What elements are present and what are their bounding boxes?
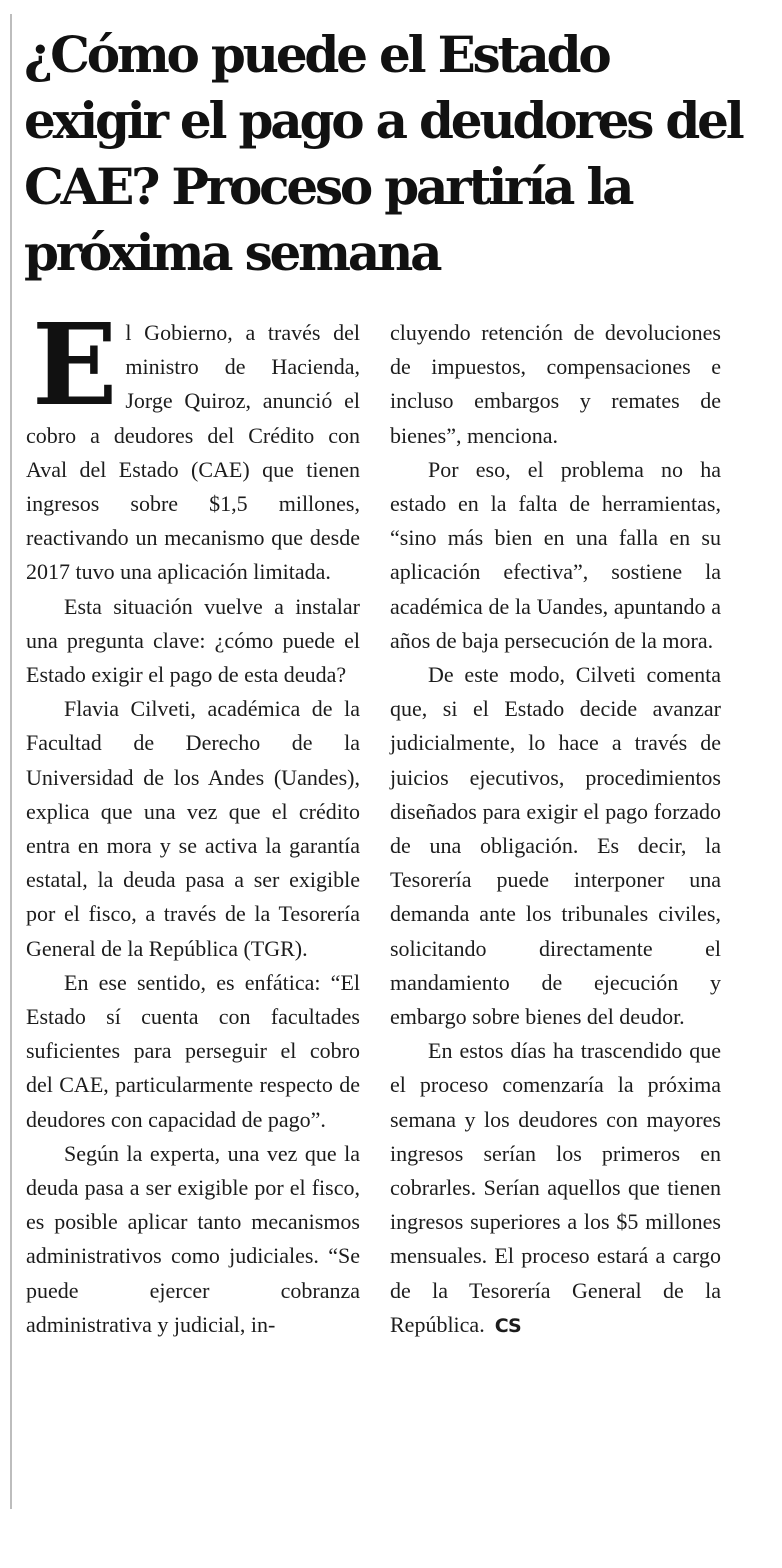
paragraph-5: Según la experta, una vez que la deuda pasa a ser exigible por el fisco, es posible aplicar tanto mecanismos administrativos como judiciales. “Se puede ejercer cobranza administrativa y judicial, in- bbox=[26, 1140, 360, 1337]
paragraph-2: Esta situación vuelve a instalar una pregunta clave: ¿cómo puede el Estado exigir el pago de esta deuda? bbox=[26, 593, 360, 688]
paragraph-8 bbox=[390, 1034, 721, 1343]
end-mark-icon: CS bbox=[494, 1314, 521, 1337]
paragraph-1 bbox=[26, 300, 360, 590]
paragraph-6: Por eso, el problema no ha estado en la falta de herramientas, “sino más bien en una falla en su aplicación efectiva”, sostiene la académica de la Uandes, apuntando a años de baja persecución de la mora. bbox=[390, 456, 721, 653]
paragraph-5-continued: cluyendo retención de devoluciones de impuestos, compensaciones e incluso embargos y remates de bienes”, menciona. bbox=[390, 320, 721, 448]
article-headline: ¿Cómo puede el Estado exigir el pago a deudores del CAE? Proceso partiría la próxima semana bbox=[24, 25, 742, 282]
paragraph-3: Flavia Cilveti, académica de la Facultad de Derecho de la Universidad de los Andes (Uandes), explica que una vez que el crédito entra en mora y se activa la garantía estatal, la deuda pasa a ser exigible por el fisco, a través de la Tesorería General de la República (TGR). bbox=[26, 696, 360, 961]
article-column-left bbox=[26, 300, 360, 1342]
paragraph-7: De este modo, Cilveti comenta que, si el Estado decide avanzar judicialmente, lo hace a través de juicios ejecutivos, procedimientos diseñados para exigir el pago forzado de una obligación. Es decir, la Tesorería puede interponer una demanda ante los tribunales civiles, solicitando directamente el mandamiento de ejecución y embargo sobre bienes del deudor. bbox=[390, 662, 721, 1030]
paragraph-4: En ese sentido, es enfática: “El Estado sí cuenta con facultades suficientes para perseguir el cobro del CAE, particularmente respecto de deudores con capacidad de pago”. bbox=[26, 969, 360, 1132]
paragraph-1-text: l Gobierno, a través del ministro de Hacienda, Jorge Quiroz, anunció el cobro a deudores del Crédito con Aval del Estado (CAE) que tienen ingresos sobre $1,5 millones, reactivando un mecanismo que desde 2017 tuvo una aplicación limitada. bbox=[26, 320, 360, 585]
article-column-right bbox=[390, 316, 721, 1343]
column-rule bbox=[10, 14, 12, 1509]
drop-cap: E bbox=[32, 300, 118, 431]
paragraph-8-text: En estos días ha trascendido que el proceso comenzaría la próxima semana y los deudores con mayores ingresos serían los primeros en cobrarles. Serían aquellos que tienen ingresos superiores a los $5 millones mensuales. El proceso estará a cargo de la Tesorería General de la República. bbox=[390, 1038, 721, 1337]
